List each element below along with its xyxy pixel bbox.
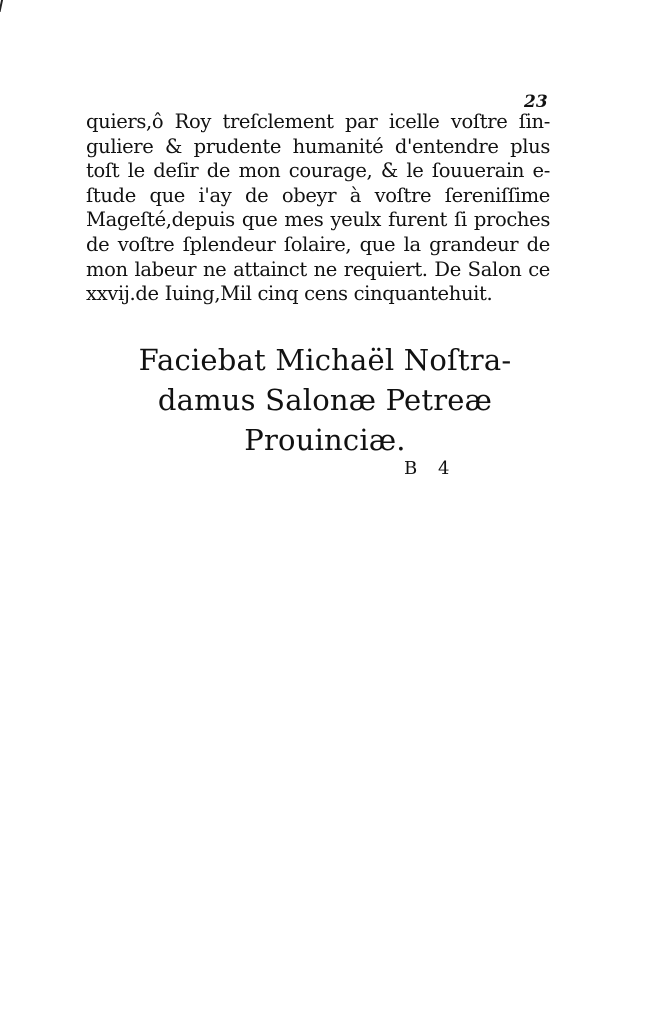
corner-ink-mark — [0, 0, 9, 12]
signature-line: Prouinciæ. — [244, 423, 406, 457]
text-line: de voſtre ſplendeur ſolaire, que la grandeur de — [86, 232, 550, 256]
signature-line: Faciebat Michaël Noſtra- — [138, 343, 512, 377]
signature-mark-number: 4 — [438, 458, 450, 479]
body-paragraph — [86, 110, 550, 307]
text-line: quiers,ô Roy treſclement par icelle voſtre ſin- — [86, 110, 550, 133]
text-line: toſt le deſir de mon courage, & le ſouuerain e- — [86, 159, 550, 183]
printer-signature-mark — [404, 458, 449, 479]
text-line: guliere & prudente humanité d'entendre plus — [86, 134, 550, 158]
text-line: ſtude que i'ay de obeyr à voſtre ſereniſſime — [86, 183, 550, 207]
text-line: mon labeur ne attainct ne requiert. De Salon ce — [86, 257, 550, 281]
text-line: xxvij.de Iuing,Mil cinq cens cinquantehuit. — [86, 282, 493, 306]
text-line: Mageſté,depuis que mes yeulx furent ſi proches — [86, 208, 550, 232]
signature-block — [100, 340, 550, 460]
signature-line: damus Salonæ Petreæ — [157, 383, 493, 417]
signature-mark-letter: B — [404, 458, 418, 479]
page-number: 23 — [524, 92, 548, 112]
